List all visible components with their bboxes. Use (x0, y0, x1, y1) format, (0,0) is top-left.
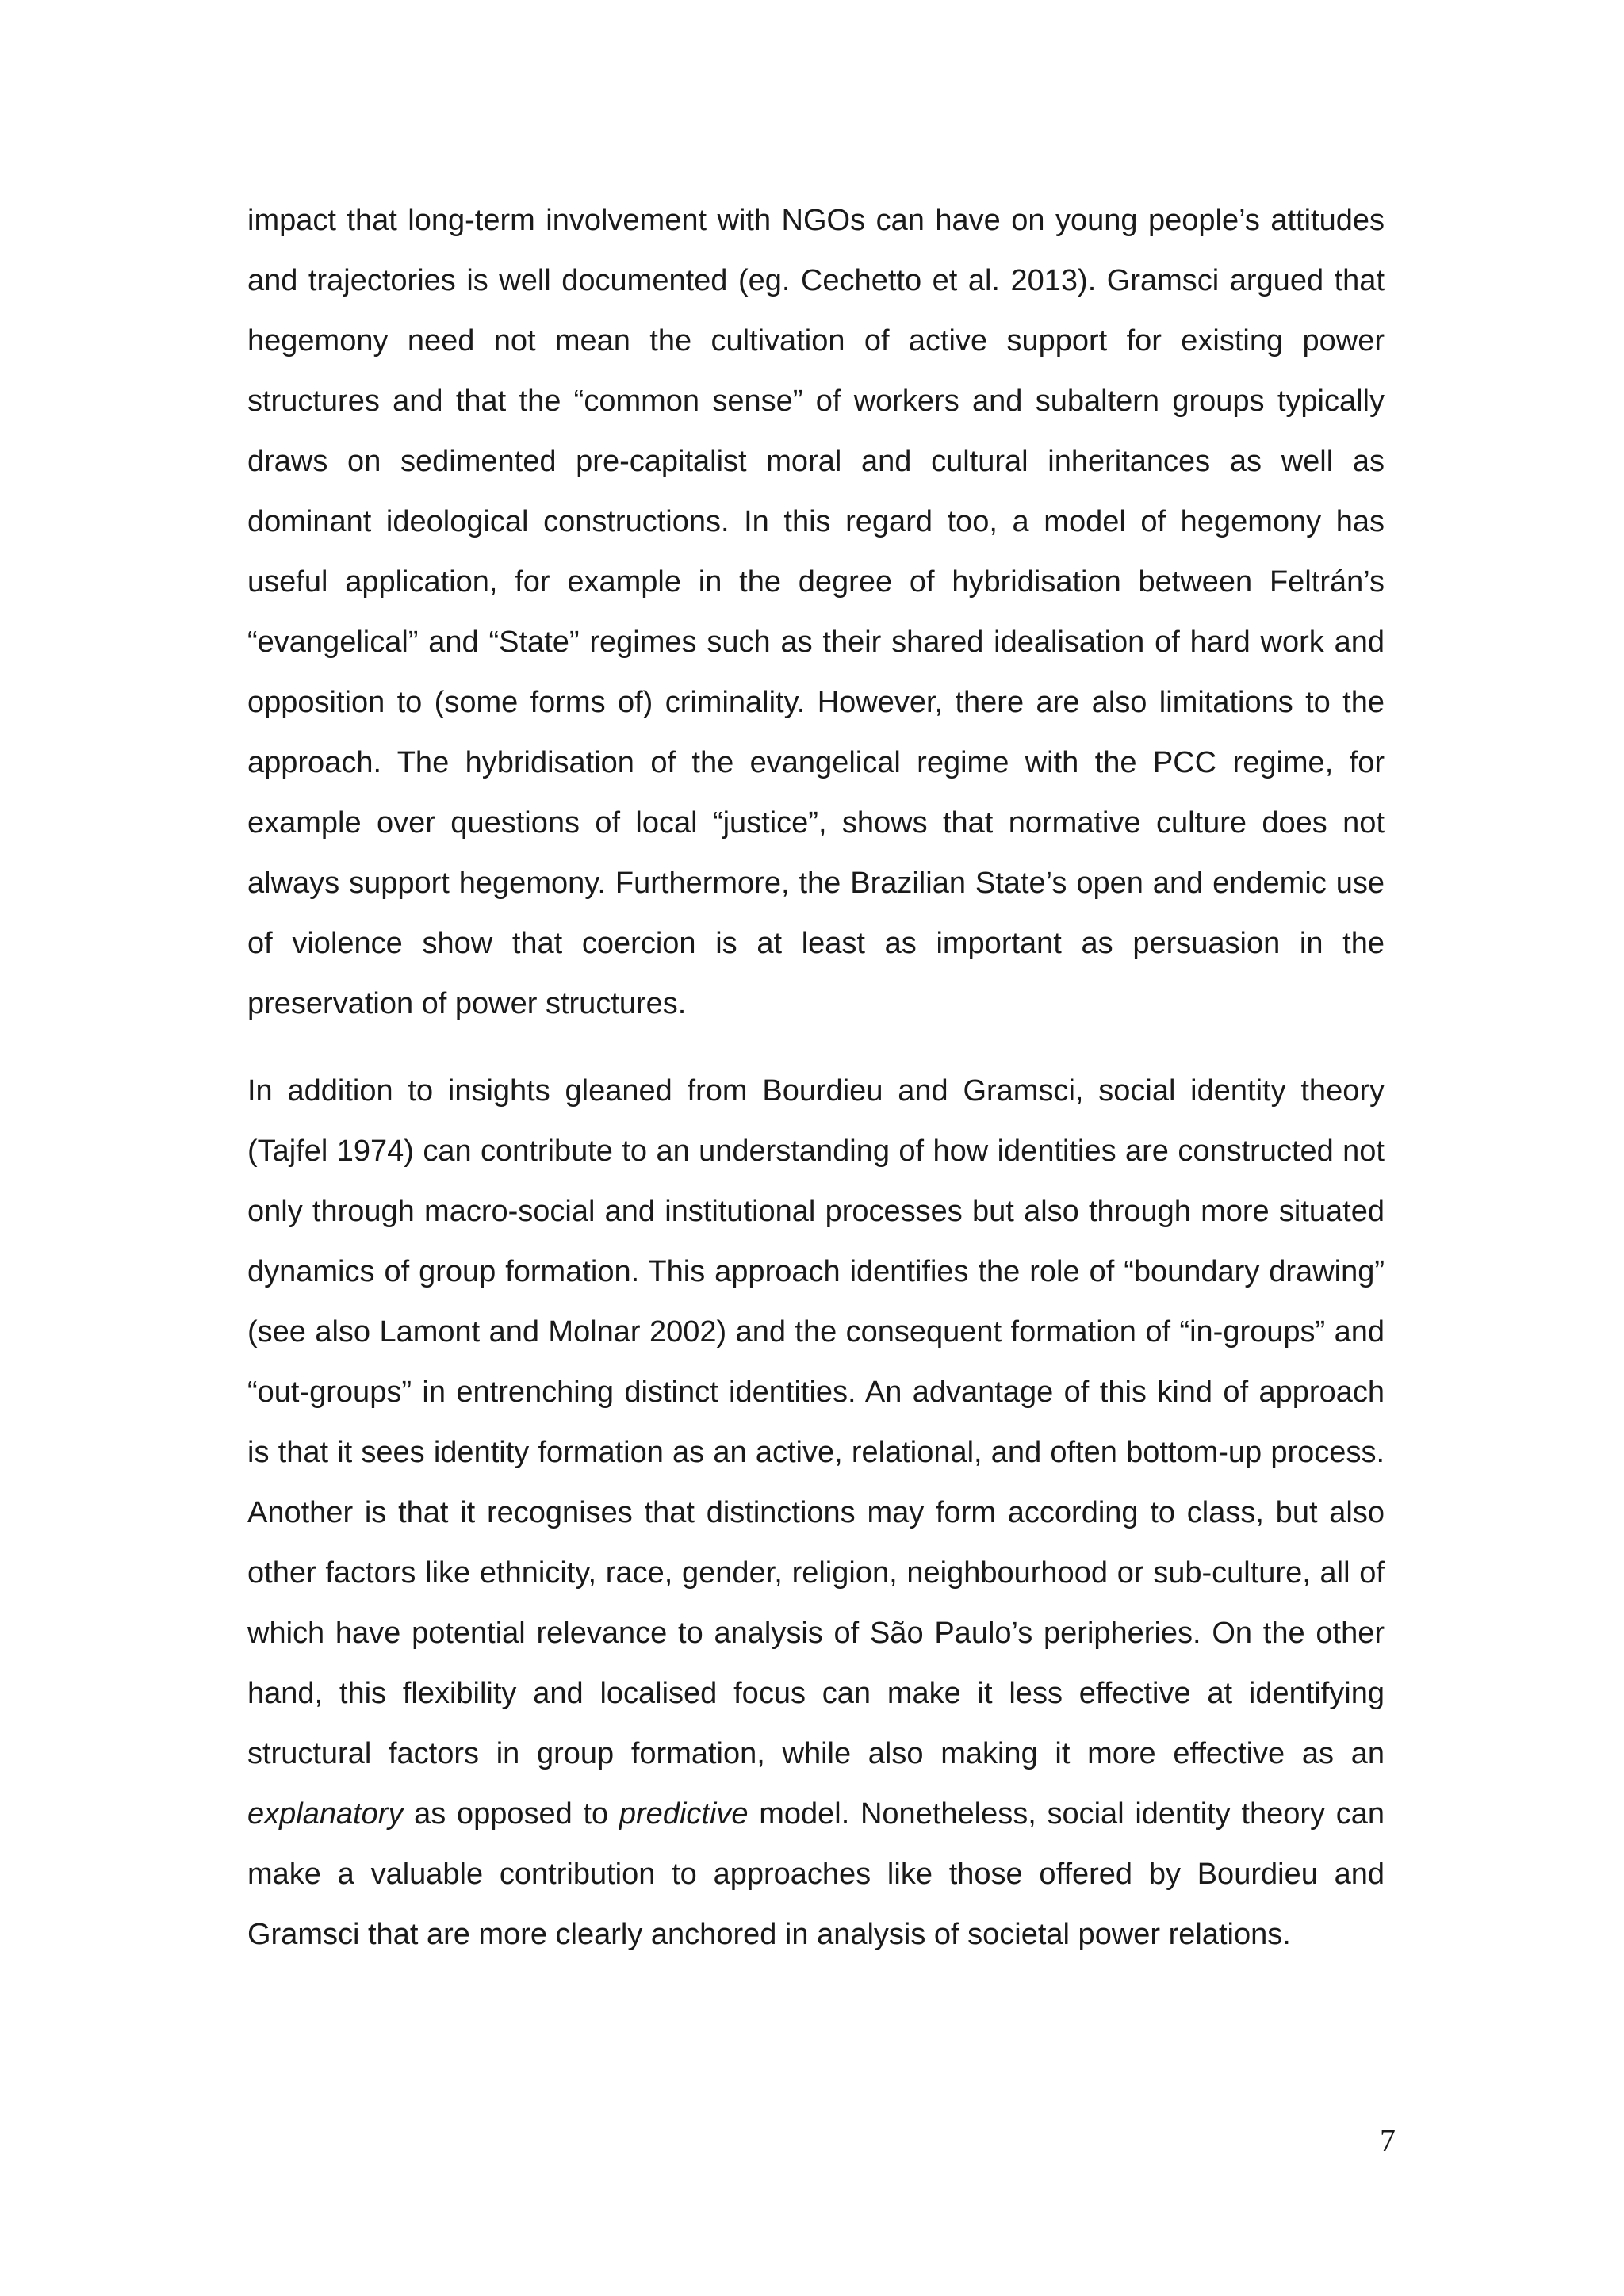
paragraph-2-part-2: as opposed to (403, 1797, 619, 1831)
paragraph-2-part-1: In addition to insights gleaned from Bourdieu and Gramsci, social identity theory (Tajfel 1974) can contribute to an understanding of how identities are constructed not only through macro-social and institutional processes but also through more situated dynamics of group formation. This approach identifies the role of “boundary drawing” (see also Lamont and Molnar 2002) and the consequent formation of “in-groups” and “out-groups” in entrenching distinct identities. An advantage of this kind of approach is that it sees identity formation as an active, relational, and often bottom-up process. Another is that it recognises that distinctions may form according to class, but also other factors like ethnicity, race, gender, religion, neighbourhood or sub-culture, all of which have potential relevance to analysis of São Paulo’s peripheries. On the other hand, this flexibility and localised focus can make it less effective at identifying structural factors in group formation, while also making it more effective as an (247, 1074, 1385, 1770)
emphasis-predictive: predictive (619, 1797, 749, 1831)
page-number: 7 (1380, 2122, 1396, 2158)
paragraph-1: impact that long-term involvement with NGOs can have on young people’s attitudes and trajectories is well documented (eg. Cechetto et al. 2013). Gramsci argued that hegemony need not mean the cultivation of active support for existing power structures and that the “common sense” of workers and subaltern groups typically draws on sedimented pre-capitalist moral and cultural inheritances as well as dominant ideological constructions. In this regard too, a model of hegemony has useful application, for example in the degree of hybridisation between Feltrán’s “evangelical” and “State” regimes such as their shared idealisation of hard work and opposition to (some forms of) criminality. However, there are also limitations to the approach. The hybridisation of the evangelical regime with the PCC regime, for example over questions of local “justice”, shows that normative culture does not always support hegemony. Furthermore, the Brazilian State’s open and endemic use of violence show that coercion is at least as important as persuasion in the preservation of power structures. (247, 204, 1385, 1020)
paragraph-2-part-3: model. Nonetheless, social identity theory can make a valuable contribution to approaches like those offered by Bourdieu and Gramsci that are more clearly anchored in analysis of societal power relations. (247, 1797, 1385, 1951)
emphasis-explanatory: explanatory (247, 1797, 404, 1831)
body-text (247, 190, 1385, 1965)
paragraph-2 (247, 1061, 1385, 1965)
